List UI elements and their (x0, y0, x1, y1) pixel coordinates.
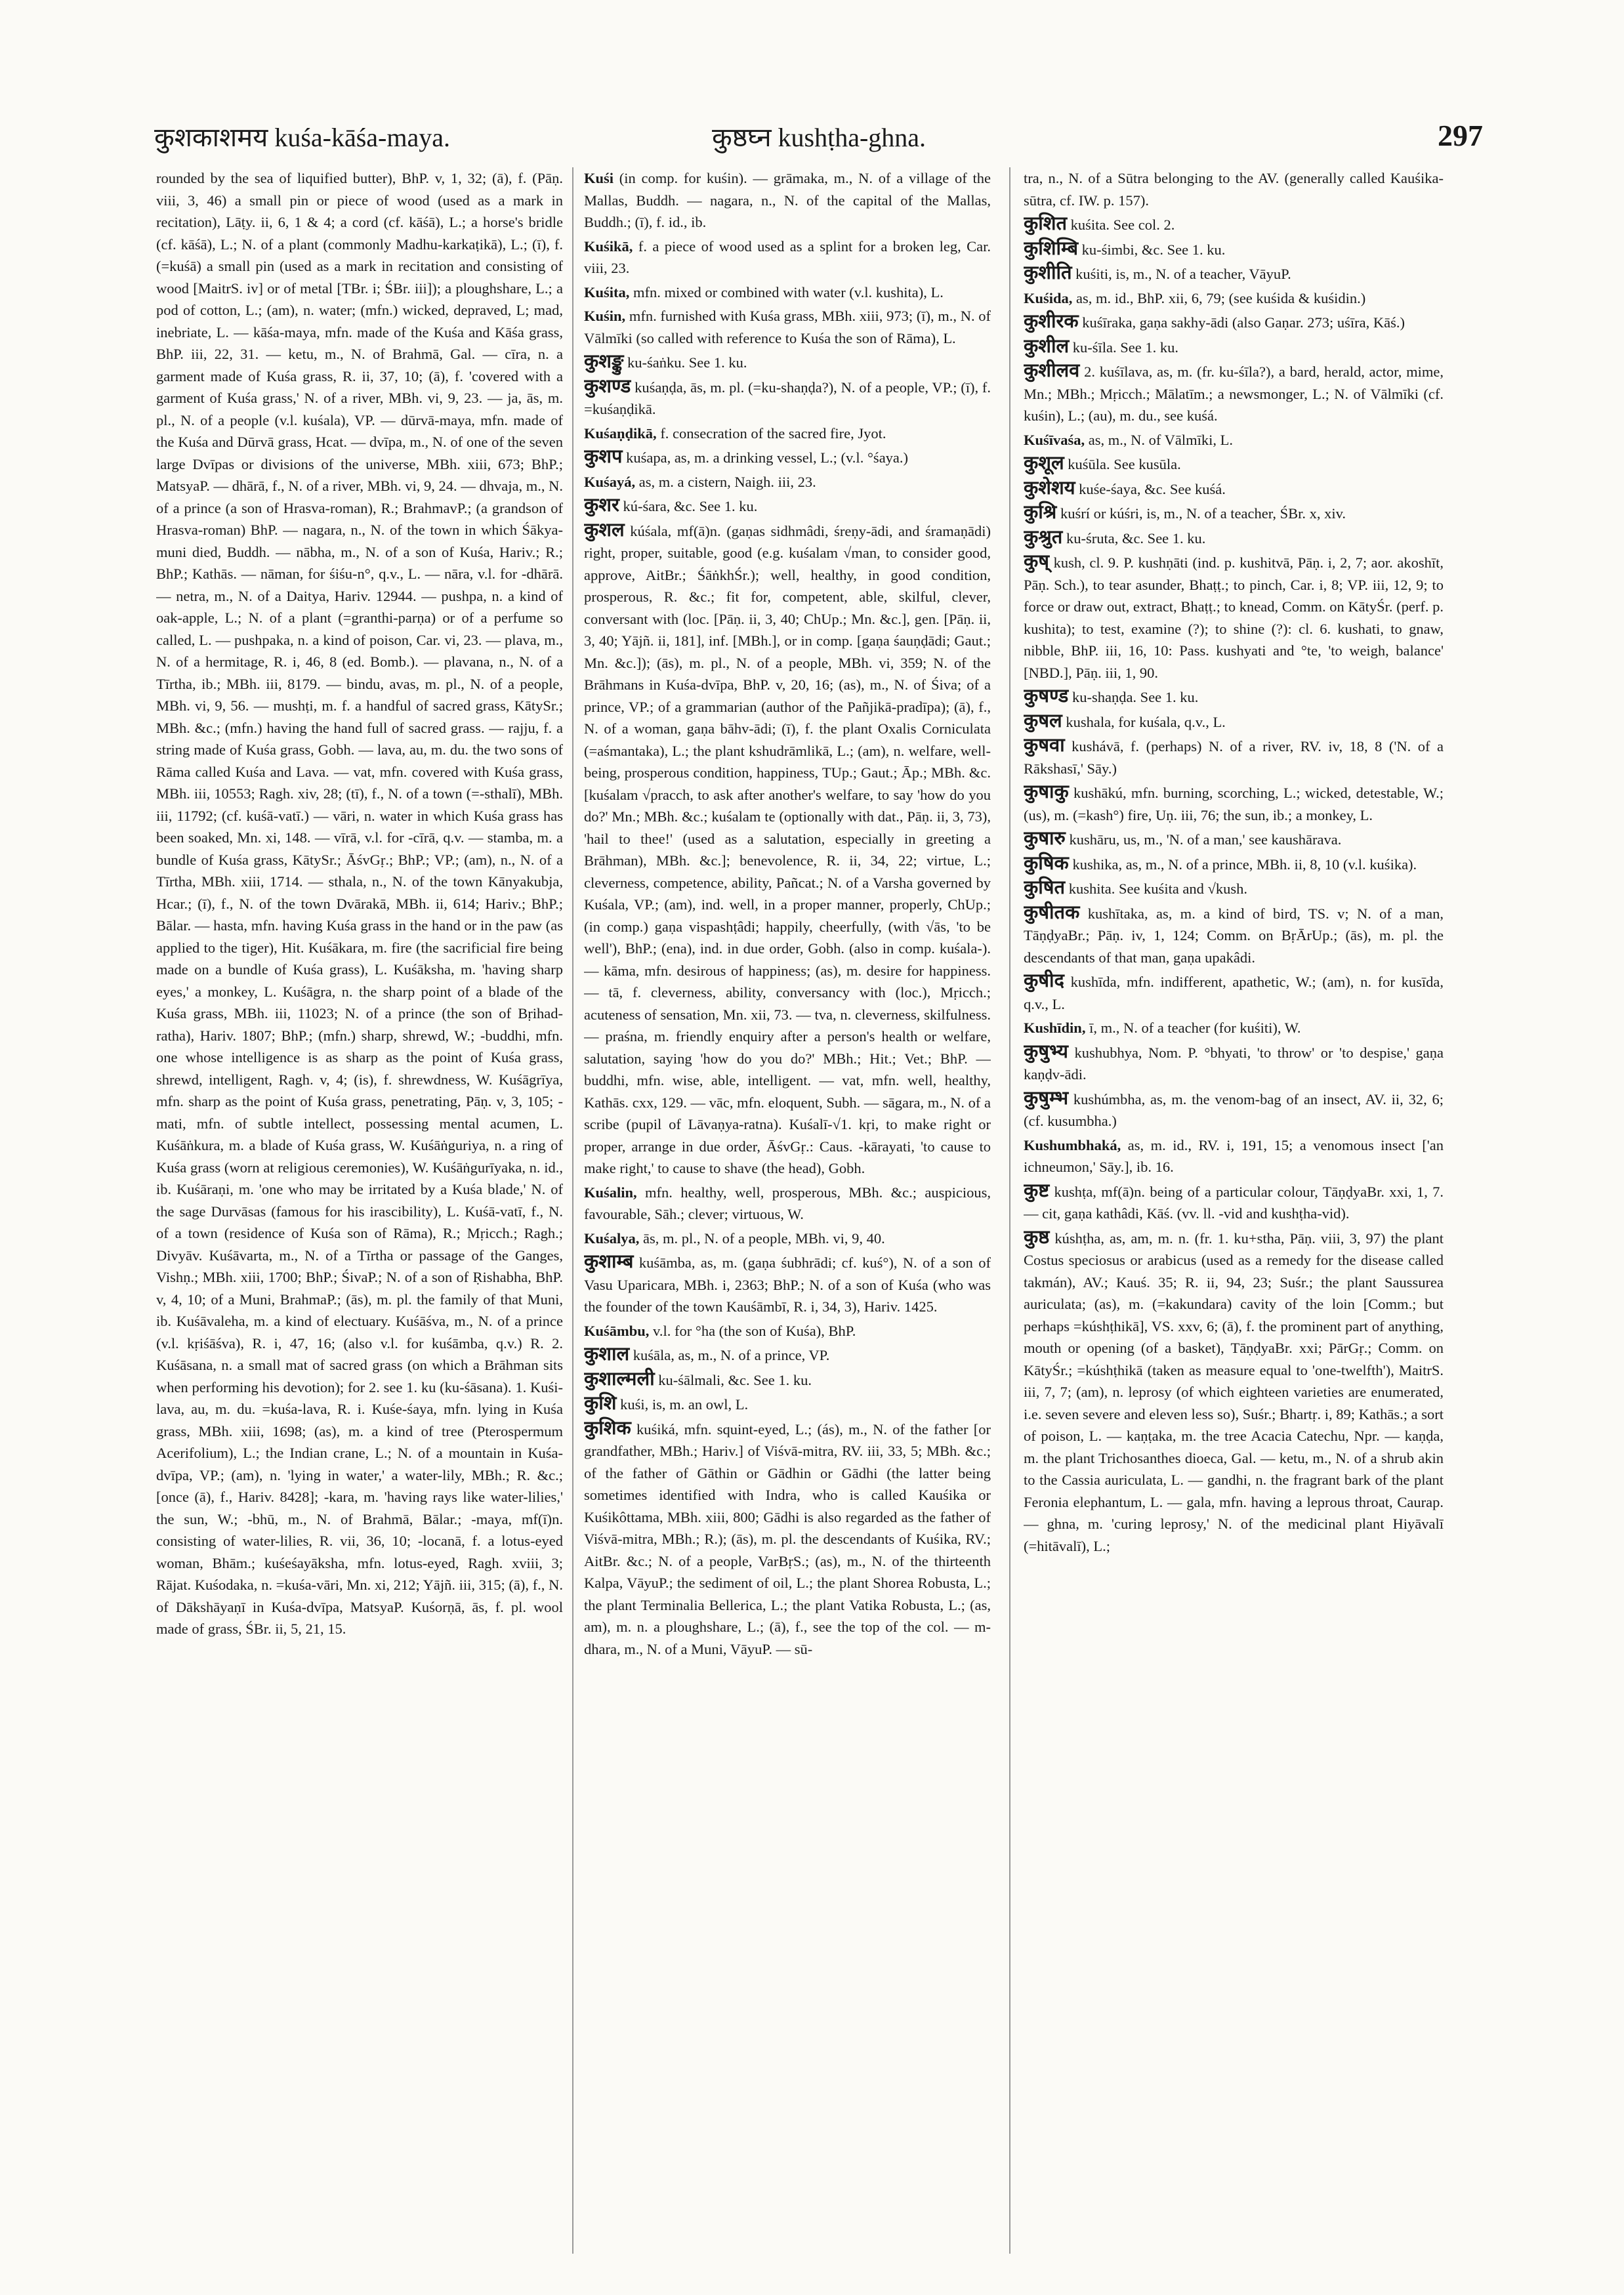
dictionary-entry (1024, 502, 1444, 525)
dictionary-entry (1024, 287, 1444, 310)
entry-headword: कुशूल (1024, 453, 1064, 474)
entry-headword: कुशल (584, 519, 625, 541)
dictionary-entry (1024, 1134, 1444, 1178)
dictionary-entry (584, 1320, 991, 1342)
entry-headword: कुशेशय (1024, 477, 1075, 499)
dictionary-entry (584, 1228, 991, 1250)
entry-text: kush, cl. 9. P. kushṇāti (ind. p. kushitvā, Pāṇ. i, 2, 7; aor. akoshīt, Pāṇ. Sch.), to tear asunder, Bhaṭṭ.; to pinch, Car. i, 8; VP. iii, 12, 9; to force or draw out, extract, Bhaṭṭ.; to knead, Comm. on KātyŚr. (perf. p. kushita); to test, examine (?); to shine (?): cl. 6. kushati, to gnaw, nibble, BhP. iii, 16, 10: Pass. kushyati and °te, 'to weigh, balance' [NBD.], Pāṇ. iii, 1, 90. (1024, 554, 1444, 681)
dictionary-entry (584, 446, 991, 469)
entry-headword: Kuśīvaśa, (1024, 431, 1085, 448)
entry-headword: कुशित (1024, 213, 1068, 234)
dictionary-entry (156, 167, 563, 1640)
dictionary-entry (584, 1418, 991, 1661)
entry-text: kushubhya, Nom. P. °bhyati, 'to throw' or 'to despise,' gaṇa kaṇḍv-ādi. (1024, 1044, 1444, 1083)
entry-headword: Kuśita, (584, 283, 630, 300)
dictionary-entry (1024, 1041, 1444, 1086)
entry-headword: कुशीरक (1024, 311, 1079, 332)
entry-text: kushúmbha, as, m. the venom-bag of an insect, AV. ii, 32, 6; (cf. kusumbha.) (1024, 1090, 1444, 1129)
page-number: 297 (1438, 119, 1483, 152)
entry-text: ku-shaṇḍa. See 1. ku. (1072, 689, 1199, 705)
dictionary-entry (1024, 686, 1444, 709)
entry-headword: कुशीति (1024, 262, 1072, 283)
entry-text: as, m. a cistern, Naigh. iii, 23. (638, 473, 816, 490)
entry-text: kushṭa, mf(ā)n. being of a particular colour, TāṇḍyaBr. xxi, 1, 7. — cit, gaṇa kathâdi, Kāś. (vv. ll. -vid and kushṭha-vid). (1024, 1183, 1444, 1222)
entry-text: ku-śīla. See 1. ku. (1072, 339, 1179, 356)
entry-headword: कुष् (1024, 551, 1050, 572)
entry-headword: Kuśalin, (584, 1184, 637, 1201)
entry-text: tra, n., N. of a Sūtra belonging to the AV. (generally called Kauśika-sūtra, cf. IW. p. 157). (1024, 170, 1444, 209)
entry-text: kuśita. See col. 2. (1070, 217, 1175, 233)
entry-text: (in comp. for kuśin). — grāmaka, m., N. of a village of the Mallas, Buddh. — nagara, n., N. of the capital of the Mallas, Buddh.; (ī), f. id., ib. (584, 170, 991, 230)
entry-headword: Kuśikā, (584, 238, 633, 255)
dictionary-entry (1024, 478, 1444, 501)
entry-text: ku-śimbi, &c. See 1. ku. (1081, 241, 1226, 258)
dictionary-entry (1024, 853, 1444, 876)
entry-headword: कुषुम्भ (1024, 1087, 1069, 1109)
dictionary-entry (584, 376, 991, 421)
dictionary-entry (584, 520, 991, 1180)
dictionary-entry (1024, 213, 1444, 236)
dictionary-entry (1024, 551, 1444, 684)
entry-text: f. a piece of wood used as a splint for a broken leg, Car. viii, 23. (584, 238, 991, 276)
dictionary-entry (1024, 360, 1444, 427)
entry-text: kuśrí or kúśri, is, m., N. of a teacher, ŚBr. x, xiv. (1060, 505, 1346, 522)
dictionary-entry (1024, 262, 1444, 285)
entry-headword: कुशण्ड (584, 375, 631, 397)
entry-headword: कुशाम्ब (584, 1251, 634, 1272)
column-middle (584, 167, 991, 2254)
dictionary-entry (1024, 781, 1444, 826)
dictionary-entry (1024, 527, 1444, 550)
entry-text: ku-śaṅku. See 1. ku. (627, 354, 747, 371)
entry-headword: कुषित (1024, 877, 1066, 898)
entry-text: kuśaṇḍa, ās, m. pl. (=ku-shaṇḍa?), N. of a people, VP.; (ī), f. =kuśaṇḍikā. (584, 379, 991, 417)
entry-headword: Kuśi (584, 170, 614, 186)
right-running-head: कुष्ठघ्न kushṭha-ghna. (712, 123, 927, 152)
entry-text: kú-śara, &c. See 1. ku. (623, 498, 758, 514)
entry-headword: कुशीलव (1024, 360, 1080, 381)
column-left (156, 167, 563, 2254)
page-header (154, 118, 1483, 157)
entry-text: kushāru, us, m., 'N. of a man,' see kaushārava. (1069, 831, 1342, 848)
dictionary-entry (1024, 902, 1444, 969)
entry-text: v.l. for °ha (the son of Kuśa), BhP. (653, 1322, 856, 1339)
entry-headword: Kuśalya, (584, 1230, 640, 1247)
entry-text: ī, m., N. of a teacher (for kuśiti), W. (1089, 1020, 1301, 1036)
entry-text: ku-śruta, &c. See 1. ku. (1066, 529, 1206, 547)
entry-text: kushītaka, as, m. a kind of bird, TS. v; N. of a man, TāṇḍyaBr.; Pāṇ. iv, 1, 124; Comm. on BṛĀrUp.; (ās), m. pl. the descendants of that man, gaṇa upakâdi. (1024, 905, 1444, 966)
dictionary-entry (1024, 311, 1444, 334)
entry-text: kushávā, f. (perhaps) N. of a river, RV. iv, 18, 8 ('N. of a Rākshasī,' Sāy.) (1024, 738, 1444, 777)
entry-headword: कुश्रि (1024, 502, 1057, 523)
entry-headword: कुषाकु (1024, 781, 1069, 802)
entry-headword: कुशिक (584, 1417, 631, 1439)
dictionary-entry (1024, 877, 1444, 900)
entry-headword: Kuśaṇḍikā, (584, 424, 657, 442)
entry-text: mfn. healthy, well, prosperous, MBh. &c.; auspicious, favourable, Sāh.; clever; virtuous, W. (584, 1184, 991, 1222)
entry-text: kuśāmba, as, m. (gaṇa śubhrādi; cf. kuś°), N. of a son of Vasu Uparicara, MBh. i, 2363; BhP.; N. of a son of Kuśa (who was the founder of the town Kauśāmbī, R. i, 34, 3), Hariv. 1425. (584, 1254, 991, 1315)
entry-headword: कुशङ्कु (584, 351, 624, 372)
entry-text: mfn. mixed or combined with water (v.l. kushita), L. (633, 283, 944, 300)
entry-headword: Kuśāmbu, (584, 1322, 650, 1339)
entry-text: kuśūla. See kusūla. (1068, 456, 1181, 472)
dictionary-entry (1024, 711, 1444, 734)
entry-text: rounded by the sea of liquified butter), BhP. v, 1, 32; (ā), f. (Pāṇ. viii, 3, 46) a small pin or piece of wood (used as a mark in recitation), Lāṭy. ii, 6, 1 & 4; a cord (cf. kāśā), L.; a horse's bridle (cf. kāśā), L.; N. of a plant (commonly Madhu-karkaṭikā), L.; (ī), f. (=kuśā) a small pin (used as a mark in recitation and consisting of wood [MaitrS. iv] or of metal [TBr. i; ŚBr. iii]); a ploughshare, L.; a pod of cotton, L.; (am), n. water; (mfn.) wicked, depraved, L; mad, inebriate, L. — kāśa-maya, mfn. made of the Kuśa and Kāśa grass, BhP. iii, 22, 31. — ketu, m., N. of Brahmā, Gal. — cīra, n. a garment made of Kuśa grass, R. ii, 37, 10; (ā), f. 'covered with a garment of Kuśa grass,' N. of a river, MBh. vi, 9, 23. — ja, ās, m. pl., N. of a people (v.l. kuśala), VP. — dūrvā-maya, mfn. made of the Kuśa and Dūrvā grass, Hcat. — dvīpa, m., N. of one of the seven large Dvīpas or divisions of the universe, MBh. xiii, 673; BhP.; MatsyaP. — dhārā, f., N. of a river, MBh. vi, 9, 24. — dhvaja, m., N. of a prince (a son of Hrasva-roman), R.; BrahmavP.; (a grandson of Hrasva-roman) BhP. — nagara, n., N. of the town in which Śākya-muni died, Buddh. — nābha, m., N. of a son of Kuśa, Hariv.; R.; BhP.; Kathās. — nāman, for śiśu-n°, q.v., L. — nāra, v.l. for -dhārā. — netra, m., N. of a Daitya, Hariv. 12944. — pushpa, n. a kind of oak-apple, L.; N. of a plant (=granthi-parṇa) or of a perfume so called, L. — pushpaka, n. a kind of poison, Car. vi, 23. — plava, m., N. of a hermitage, R. i, 46, 8 (ed. Bomb.). — plavana, n., N. of a Tīrtha, ib.; MBh. iii, 8179. — bindu, avas, m. pl., N. of a people, MBh. vi, 9, 56. — mushṭi, m. f. a handful of sacred grass, KātySr.; MBh. &c.; (mfn.) having the hand full of sacred grass. — rajju, f. a string made of Kuśa grass, Gobh. — lava, au, m. du. the two sons of Rāma called Kuśa and Lava. — vat, mfn. covered with Kuśa grass, MBh. iii, 10553; Ragh. xiv, 28; (tī), f., N. of a town (=-sthalī), MBh. iii, 11792; (cf. kuśā-vatī.) — vāri, n. water in which Kuśa grass has been soaked, Mn. xi, 148. — vīrā, v.l. for -cīrā, q.v. — stamba, m. a bundle of Kuśa grass, KātySr.; ĀśvGṛ.; BhP.; VP.; (am), n., N. of a Tīrtha, MBh. xiii, 1714. — sthala, n., N. of the town Kānyakubja, Hcar.; (ī), f., N. of the town Dvārakā, MBh. ii, 614; Hariv.; BhP.; Bālar. — hasta, mfn. having Kuśa grass in the hand or in the paw (as applied to the tiger), Hit. Kuśākara, m. fire (the sacrificial fire being made on a bundle of Kuśa grass), L. Kuśāksha, m. 'having sharp eyes,' a monkey, L. Kuśāgra, n. the sharp point of a blade of the Kuśa grass, MBh. iii, 11023; N. of a prince (the son of Bṛihad-ratha), Hariv. 1807; BhP.; (mfn.) sharp, shrewd, W.; -buddhi, mfn. one whose intelligence is as sharp as the point of Kuśa grass, shrewd, intelligent, Ragh. v, 4; (is), f. shrewdness, W. Kuśāgrīya, mfn. sharp as the point of Kuśa grass, penetrating, Pāṇ. v, 3, 105; -mati, mfn. of subtle intellect, possessing mental acumen, L. Kuśāṅkura, m. a blade of Kuśa grass, W. Kuśāṅguriya, n. a ring of Kuśa grass (worn at religious ceremonies), W. Kuśāṅgurīyaka, n. id., ib. Kuśāraṇi, m. 'one who may be irritated by a Kuśa blade,' N. of the sage Durvāsas (famous for his irascibility), L. Kuśā-vatī, f., N. of a town (residence of Kuśa son of Rāma), R.; Mṛicch.; Ragh.; Divyāv. Kuśāvarta, m., N. of a Tīrtha or passage of the Ganges, Vishṇ.; MBh. xiii, 1700; BhP.; ŚivaP.; N. of a son of Ṛishabha, BhP. v, 4, 10; of a Muni, BrahmaP.; (ās), m. pl. the family of that Muni, ib. Kuśāvaleha, m. a kind of electuary. Kuśāśva, m., N. of a prince (v.l. kṛiśāśva), R. i, 47, 16; (also v.l. for kuśāmba, q.v.) R. 2. Kuśāsana, n. a small mat of sacred grass (on which a Brāhman sits when performing his devotion); for 2. see 1. ku (ku-śāsana). 1. Kuśi-lava, au, m. du. =kuśa-lava, R. i. Kuśe-śaya, mfn. lying in Kuśa grass, MBh. xiii, 1698; (as), m. a kind of tree (Pterospermum Acerifolium), L.; the Indian crane, L.; N. of a mountain in Kuśa-dvīpa, VP.; (am), n. 'lying in water,' a water-lily, MBh.; R. &c.; [once (ā), f., Hariv. 8428]; -kara, m. 'having rays like water-lilies,' the sun, W.; -bhū, m., N. of Brahmā, Bālar.; -maya, mf(ī)n. consisting of water-lilies, R. vii, 36, 10; -locanā, f. a lotus-eyed woman, Bhām.; kuśeśayāksha, mfn. lotus-eyed, Ragh. xviii, 3; Rājat. Kuśodaka, n. =kuśa-vāri, Mn. xi, 212; Yājñ. iii, 315; (ā), f., N. of Dākshāyaṇī in Kuśa-dvīpa, MatsyaP. Kuśorṇā, ās, f. pl. wool made of grass, ŚBr. ii, 5, 21, 15. (156, 170, 563, 1637)
dictionary-entry (584, 281, 991, 304)
dictionary-entry (584, 1251, 991, 1318)
dictionary-entry (1024, 238, 1444, 261)
entry-headword: Kuśin, (584, 308, 626, 324)
entry-text: kushīda, mfn. indifferent, apathetic, W.; (am), n. for kusīda, q.v., L. (1024, 974, 1444, 1012)
dictionary-entry (584, 167, 991, 234)
entry-text: kúshṭha, as, am, m. n. (fr. 1. ku+stha, Pāṇ. viii, 3, 97) the plant Costus speciosus or arabicus (used as a remedy for the disease called takmán), AV.; Kauś. 35; R. ii, 94, 23; Suśr.; the plant Saussurea auriculata; (as), m. (=kakundara) cavity of the loin [Comm.; but perhaps =kúshṭhikā], VS. xxv, 6; (ā), f. the prominent part of anything, mouth or opening (of a basket), TāṇḍyaBr. xxi; PārGṛ.; Comm. on KātyŚr.; =kúshṭhikā (taken as measure equal to 'one-twelfth'), MaitrS. iii, 7, 7; (am), n. leprosy (of which eighteen varieties are enumerated, i.e. seven severe and eleven less so), Suśr.; Bhartṛ. i, 89; Kathās.; a sort of poison, L. — kaṇṭaka, m. the tree Acacia Catechu, Npr. — kaṇḍa, m. the plant Trichosanthes dioeca, Gal. — ketu, m., N. of a shrub akin to the Cassia auriculata, L. — gandhi, n. the fragrant bark of the plant Feronia elephantum, L. — gala, mfn. having a leprous throat, Caurap. — ghna, m. 'curing leprosy,' N. of the medicinal plant Hiyāvalī (=hitāvalī), L.; (1024, 1230, 1444, 1554)
entry-headword: कुष्ठ (1024, 1226, 1050, 1248)
entry-text: kuśe-śaya, &c. See kuśá. (1079, 480, 1226, 497)
dictionary-entry (584, 495, 991, 518)
entry-text: kushala, for kuśala, q.v., L. (1066, 713, 1226, 730)
entry-text: kushākú, mfn. burning, scorching, L.; wicked, detestable, W.; (us), m. (=kash°) fire, Uṇ. iii, 76; the sun, ib.; a monkey, L. (1024, 785, 1444, 823)
entry-headword: कुषवा (1024, 735, 1065, 756)
dictionary-entry (584, 1182, 991, 1226)
dictionary-entry (1024, 1017, 1444, 1039)
entry-text: kushita. See kuśita and √kush. (1068, 880, 1248, 897)
entry-headword: कुशर (584, 495, 619, 516)
column-divider (572, 167, 573, 2254)
dictionary-entry (1024, 1088, 1444, 1132)
dictionary-entry (1024, 828, 1444, 851)
entry-text: f. consecration of the sacred fire, Jyot. (660, 424, 886, 442)
dictionary-entry (584, 1344, 991, 1367)
dictionary-entry (1024, 429, 1444, 451)
entry-headword: कुषीद (1024, 970, 1064, 991)
entry-text: kúśala, mf(ā)n. (gaṇas sidhmâdi, śreṇy-ādi, and śramaṇādi) right, proper, suitable, good (e.g. kuśalam √man, to consider good, approve, AitBr.; ŚāṅkhŚr.); well, healthy, in good condition, prosperous, R. &c.; fit for, competent, able, skilful, clever, conversant with (loc. [Pāṇ. ii, 3, 40; ChUp.; Mn. &c.], gen. [Pāṇ. ii, 3, 40; Yājñ. ii, 181], inf. [MBh.], or in comp. [gaṇa śauṇḍādi; Gaut.; Mn. &c.]); (ās), m. pl., N. of a people, MBh. vi, 359; N. of the Brāhmans in Kuśa-dvīpa, BhP. v, 20, 16; (as), m., N. of Śiva; of a prince, VP.; of a grammarian (author of the Pañjikā-pradīpa); (ā), f., N. of a woman, gaṇa bāhv-ādi; (ī), f. the plant Oxalis Corniculata (=aśmantaka), L.; the plant kshudrāmlikā, L.; (am), n. welfare, well-being, prosperous condition, happiness, TUp.; Gaut.; Āp.; MBh. &c. [kuśalam √pracch, to ask after another's welfare, to say 'how do you do?' Mn.; MBh. &c.; kuśalam te (optionally with dat., Pāṇ. ii, 3, 73), 'hail to thee!' (used as a salutation, especially in greeting a Brāhman), MBh. &c.]; benevolence, R. ii, 34, 22; virtue, L.; cleverness, competence, ability, Pañcat.; N. of a Varsha governed by Kuśala, VP.; (am), ind. well, in a proper manner, properly, ChUp.; (in comp.) gaṇa vispashṭâdi; happily, cheerfully, (with √ās, 'to be well'), BhP.; (ena), ind. in due order, Gobh. (also in comp. kuśala-). — kāma, mfn. desirous of happiness; (as), m. desire for happiness. — tā, f. cleverness, ability, conversancy with (loc.), Mṛicch.; acuteness of sensation, Mn. xii, 73. — tva, n. cleverness, skilfulness. — praśna, m. friendly enquiry after a person's health or welfare, salutation, saying 'how do you do?' MBh.; Hit.; Vet.; BhP. — buddhi, mfn. wise, able, intelligent. — vat, mfn. well, healthy, Kathās. cxx, 129. — vāc, mfn. eloquent, Subh. — sāgara, m., N. of a scribe (pupil of Lāvaṇya-ratna). Kuśalī-√1. kṛi, to make right or proper, arrange in due order, ĀśvGṛ.: Caus. -kārayati, 'to cause to make right,' to cause to shave (the head), Gobh. (584, 522, 991, 1176)
entry-text: kuśāla, as, m., N. of a prince, VP. (633, 1347, 830, 1363)
entry-headword: Kushīdin, (1024, 1020, 1086, 1036)
left-running-head: कुशकाशमय kuśa-kāśa-maya. (154, 123, 450, 152)
entry-text: as, m., N. of Vālmīki, L. (1088, 431, 1233, 448)
entry-headword: कुषारु (1024, 828, 1066, 849)
entry-text: kuśiká, mfn. squint-eyed, L.; (ás), m., N. of the father [or grandfather, MBh.; Hariv.] of Viśvā-mitra, RV. iii, 33, 5; MBh. &c.; of the father of Gāthin or Gādhin or Gādhi (the latter being sometimes identified with Indra, who is called Kauśika or Kuśikôttama, MBh. xiii, 800; Gādhi is also regarded as the father of Viśvā-mitra, MBh.; R.); (ās), m. pl. the descendants of Kuśika, RV.; AitBr. &c.; N. of a people, VarBṛS.; (as), m., N. of the thirteenth Kalpa, VāyuP.; the sediment of oil, L.; the plant Shorea Robusta, L.; the plant Terminalia Bellerica, L.; the plant Vatika Robusta, L.; (as, am), m. n. a ploughshare, L.; (ā), f., see the top of the col. — m-dhara, m., N. of a Muni, VāyuP. — sū- (584, 1420, 991, 1657)
dictionary-entry (1024, 1227, 1444, 1558)
entry-headword: कुशाल (584, 1344, 630, 1365)
dictionary-entry (584, 236, 991, 279)
dictionary-entry (584, 471, 991, 493)
entry-text: as, m. id., BhP. xii, 6, 79; (see kuśida & kuśidin.) (1076, 289, 1366, 306)
entry-text: mfn. furnished with Kuśa grass, MBh. xiii, 973; (ī), m., N. of Vālmīki (so called with reference to Kuśa the son of Rāma), L. (584, 308, 991, 346)
entry-headword: कुशील (1024, 335, 1070, 357)
dictionary-entry (584, 305, 991, 349)
entry-headword: कुशाल्मली (584, 1368, 655, 1390)
dictionary-entry (1024, 735, 1444, 779)
entry-text: kuśapa, as, m. a drinking vessel, L.; (v.l. °śaya.) (626, 449, 909, 466)
dictionary-entry (1024, 970, 1444, 1015)
dictionary-entry (1024, 167, 1444, 211)
entry-headword: Kuśida, (1024, 289, 1073, 306)
entry-headword: कुषण्ड (1024, 686, 1069, 707)
entry-headword: कुषिक (1024, 852, 1069, 874)
entry-text: kuśīraka, gaṇa sakhy-ādi (also Gaṇar. 273; uśīra, Kāś.) (1082, 314, 1405, 331)
entry-text: ku-śālmali, &c. See 1. ku. (658, 1371, 812, 1388)
column-divider (1009, 167, 1010, 2254)
entry-headword: कुशिम्बि (1024, 238, 1078, 259)
column-right (1024, 167, 1444, 2254)
dictionary-entry (1024, 453, 1444, 476)
entry-headword: कुश्रुत (1024, 526, 1063, 548)
entry-headword: कुषीतक (1024, 901, 1080, 923)
entry-headword: Kushumbhaká, (1024, 1136, 1121, 1153)
entry-headword: कुशि (584, 1393, 617, 1414)
entry-headword: कुशप (584, 446, 623, 467)
dictionary-entry (1024, 336, 1444, 359)
entry-text: as, m. id., RV. i, 191, 15; a venomous insect ['an ichneumon,' Sāy.], ib. 16. (1024, 1136, 1444, 1175)
dictionary-entry (584, 423, 991, 445)
entry-text: kuśiti, is, m., N. of a teacher, VāyuP. (1075, 266, 1291, 282)
entry-text: ās, m. pl., N. of a people, MBh. vi, 9, 40. (643, 1230, 885, 1247)
dictionary-entry (1024, 1180, 1444, 1225)
entry-headword: कुष्ट (1024, 1180, 1050, 1201)
entry-headword: Kuśayá, (584, 473, 636, 490)
entry-headword: कुषल (1024, 710, 1062, 732)
entry-text: kushika, as, m., N. of a prince, MBh. ii, 8, 10 (v.l. kuśika). (1072, 856, 1417, 873)
entry-text: kuśi, is, m. an owl, L. (620, 1396, 749, 1413)
entry-headword: कुषुभ्य (1024, 1041, 1068, 1062)
entry-text: 2. kuśīlava, as, m. (fr. ku-śīla?), a bard, herald, actor, mime, Mn.; MBh.; Mṛicch.; Mālatīm.; a newsmonger, L.; N. of Vālmīki (cf. kuśin), L.; (au), m. du., see kuśá. (1024, 363, 1444, 424)
dictionary-entry (584, 1369, 991, 1392)
dictionary-entry (584, 1393, 991, 1416)
dictionary-entry (584, 351, 991, 374)
